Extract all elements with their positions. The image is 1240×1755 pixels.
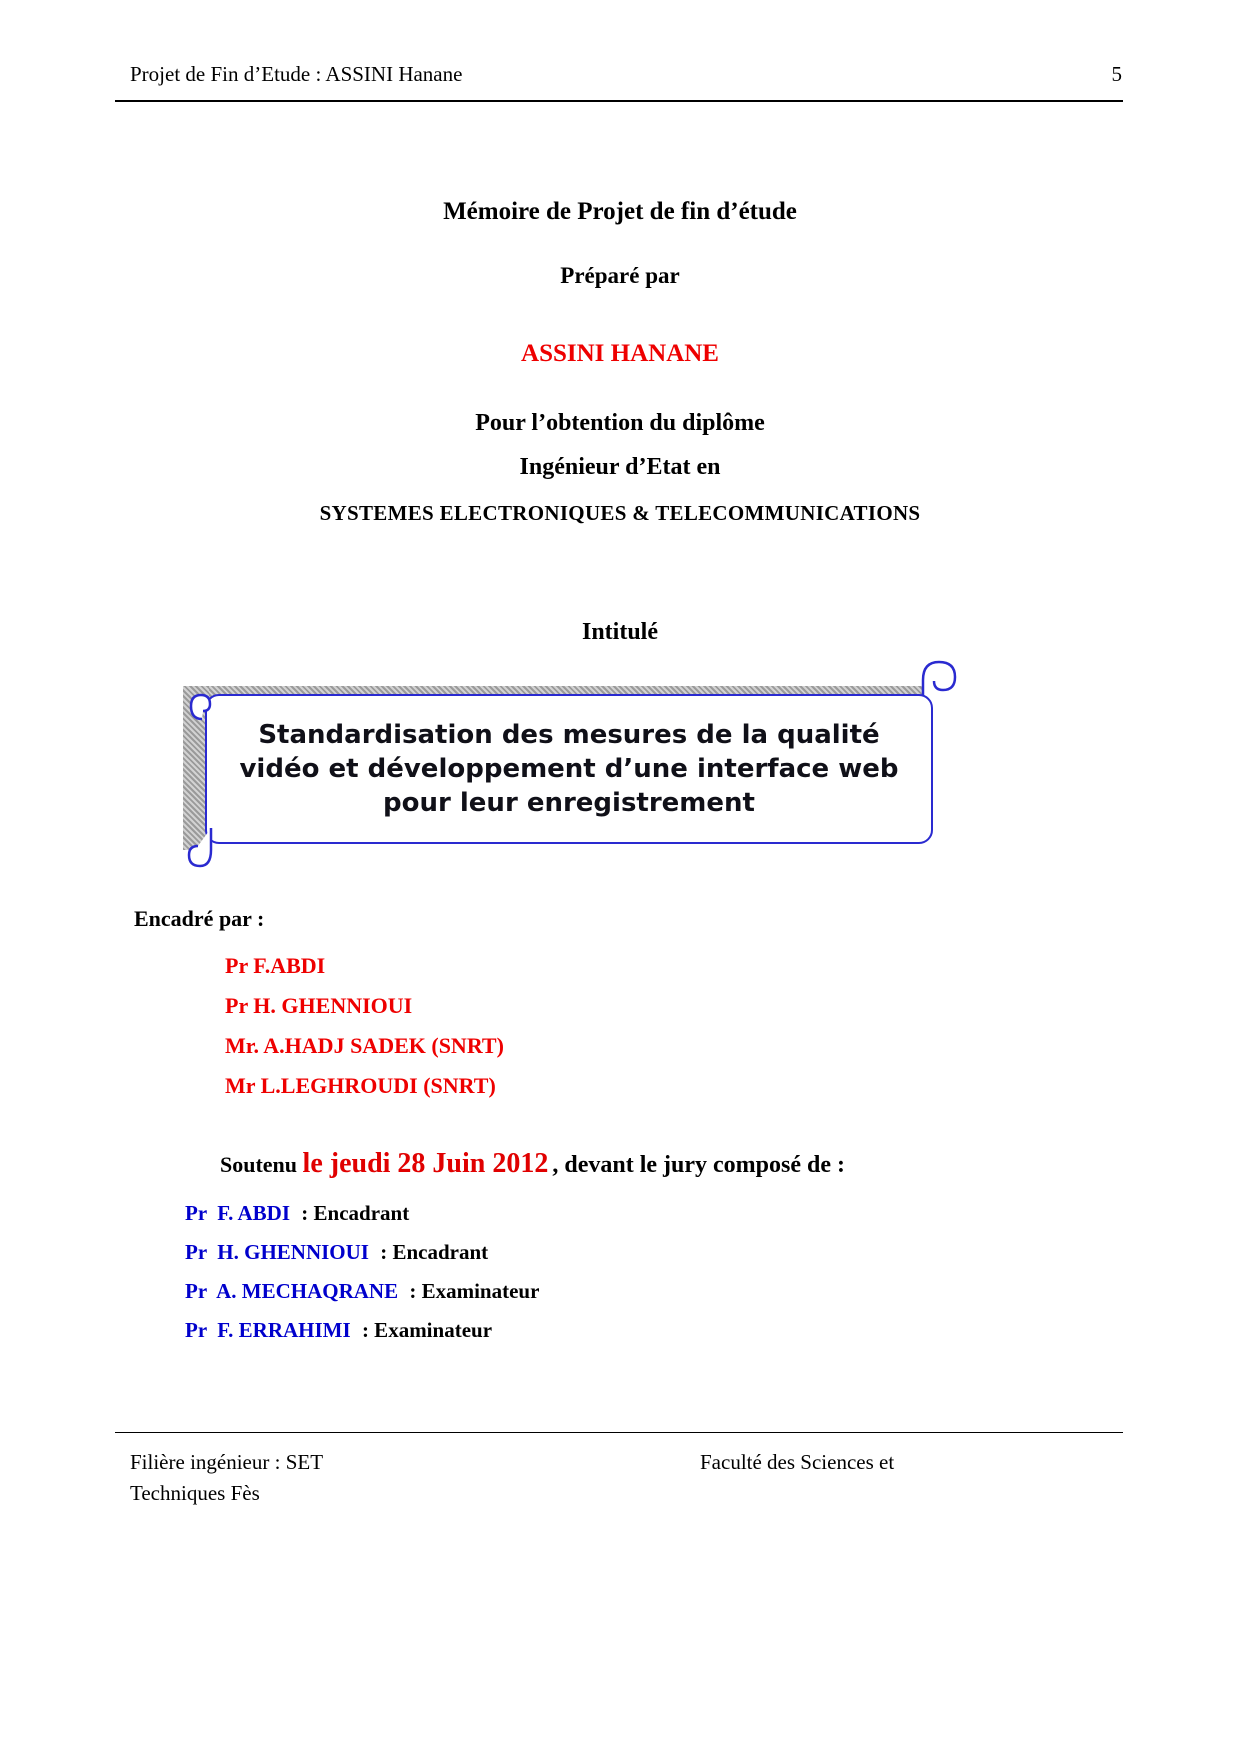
supervisor-item: Mr L.LEGHROUDI (SNRT)	[225, 1073, 496, 1098]
footer-faculte: Faculté des Sciences et	[700, 1450, 895, 1474]
diploma-line-1: Pour l’obtention du diplôme	[475, 410, 765, 436]
jury-list	[185, 1194, 539, 1350]
jury-row	[185, 1311, 539, 1350]
supervisor-item: Mr. A.HADJ SADEK (SNRT)	[225, 1033, 504, 1058]
prepared-by-label: Préparé par	[560, 263, 680, 288]
soutenu-label: Soutenu	[220, 1152, 303, 1177]
header-running-title: Projet de Fin d’Etude : ASSINI Hanane	[130, 62, 463, 86]
jury-member-role: : Examinateur	[361, 1318, 493, 1342]
footer-rule	[115, 1432, 1123, 1433]
scroll-curl-left-top-icon	[185, 688, 219, 722]
project-title: Standardisation des mesures de la qualité vidéo et développement d’une interface web pour leur enregistrement	[239, 719, 899, 819]
defense-date: le jeudi 28 Juin 2012	[302, 1148, 549, 1179]
scroll-curl-left-bottom-icon	[185, 826, 217, 868]
title-scroll-banner	[183, 658, 965, 868]
intitule-label: Intitulé	[581, 619, 658, 645]
jury-member-role: : Encadrant	[380, 1240, 489, 1264]
footer-techniques: Techniques Fès	[130, 1481, 260, 1505]
diploma-line-2: Ingénieur d’Etat en	[519, 454, 721, 480]
defense-suffix: , devant le jury composé de :	[552, 1152, 845, 1178]
header-rule	[115, 100, 1123, 102]
jury-member-name: Pr A. MECHAQRANE	[185, 1279, 399, 1303]
jury-row	[185, 1233, 539, 1272]
defense-line	[220, 1148, 845, 1180]
encadre-par-label: Encadré par :	[134, 906, 265, 931]
jury-member-name: Pr F. ABDI	[185, 1201, 291, 1225]
supervisor-item: Pr F.ABDI	[225, 953, 326, 978]
jury-member-role: : Encadrant	[301, 1201, 410, 1225]
footer-filiere: Filière ingénieur : SET	[130, 1450, 324, 1474]
jury-row	[185, 1194, 539, 1233]
author-name: ASSINI HANANE	[521, 340, 719, 367]
jury-member-name: Pr F. ERRAHIMI	[185, 1318, 351, 1342]
program-name: SYSTEMES ELECTRONIQUES & TELECOMMUNICATIONS	[319, 501, 921, 525]
jury-row	[185, 1272, 539, 1311]
jury-member-name: Pr H. GHENNIOUI	[185, 1240, 369, 1264]
page-number: 5	[1111, 62, 1122, 86]
memoire-title: Mémoire de Projet de fin d’étude	[443, 198, 797, 225]
scroll-title-box	[205, 694, 933, 844]
supervisor-list	[225, 946, 504, 1106]
jury-member-role: : Examinateur	[409, 1279, 540, 1303]
supervisor-item: Pr H. GHENNIOUI	[225, 993, 413, 1018]
